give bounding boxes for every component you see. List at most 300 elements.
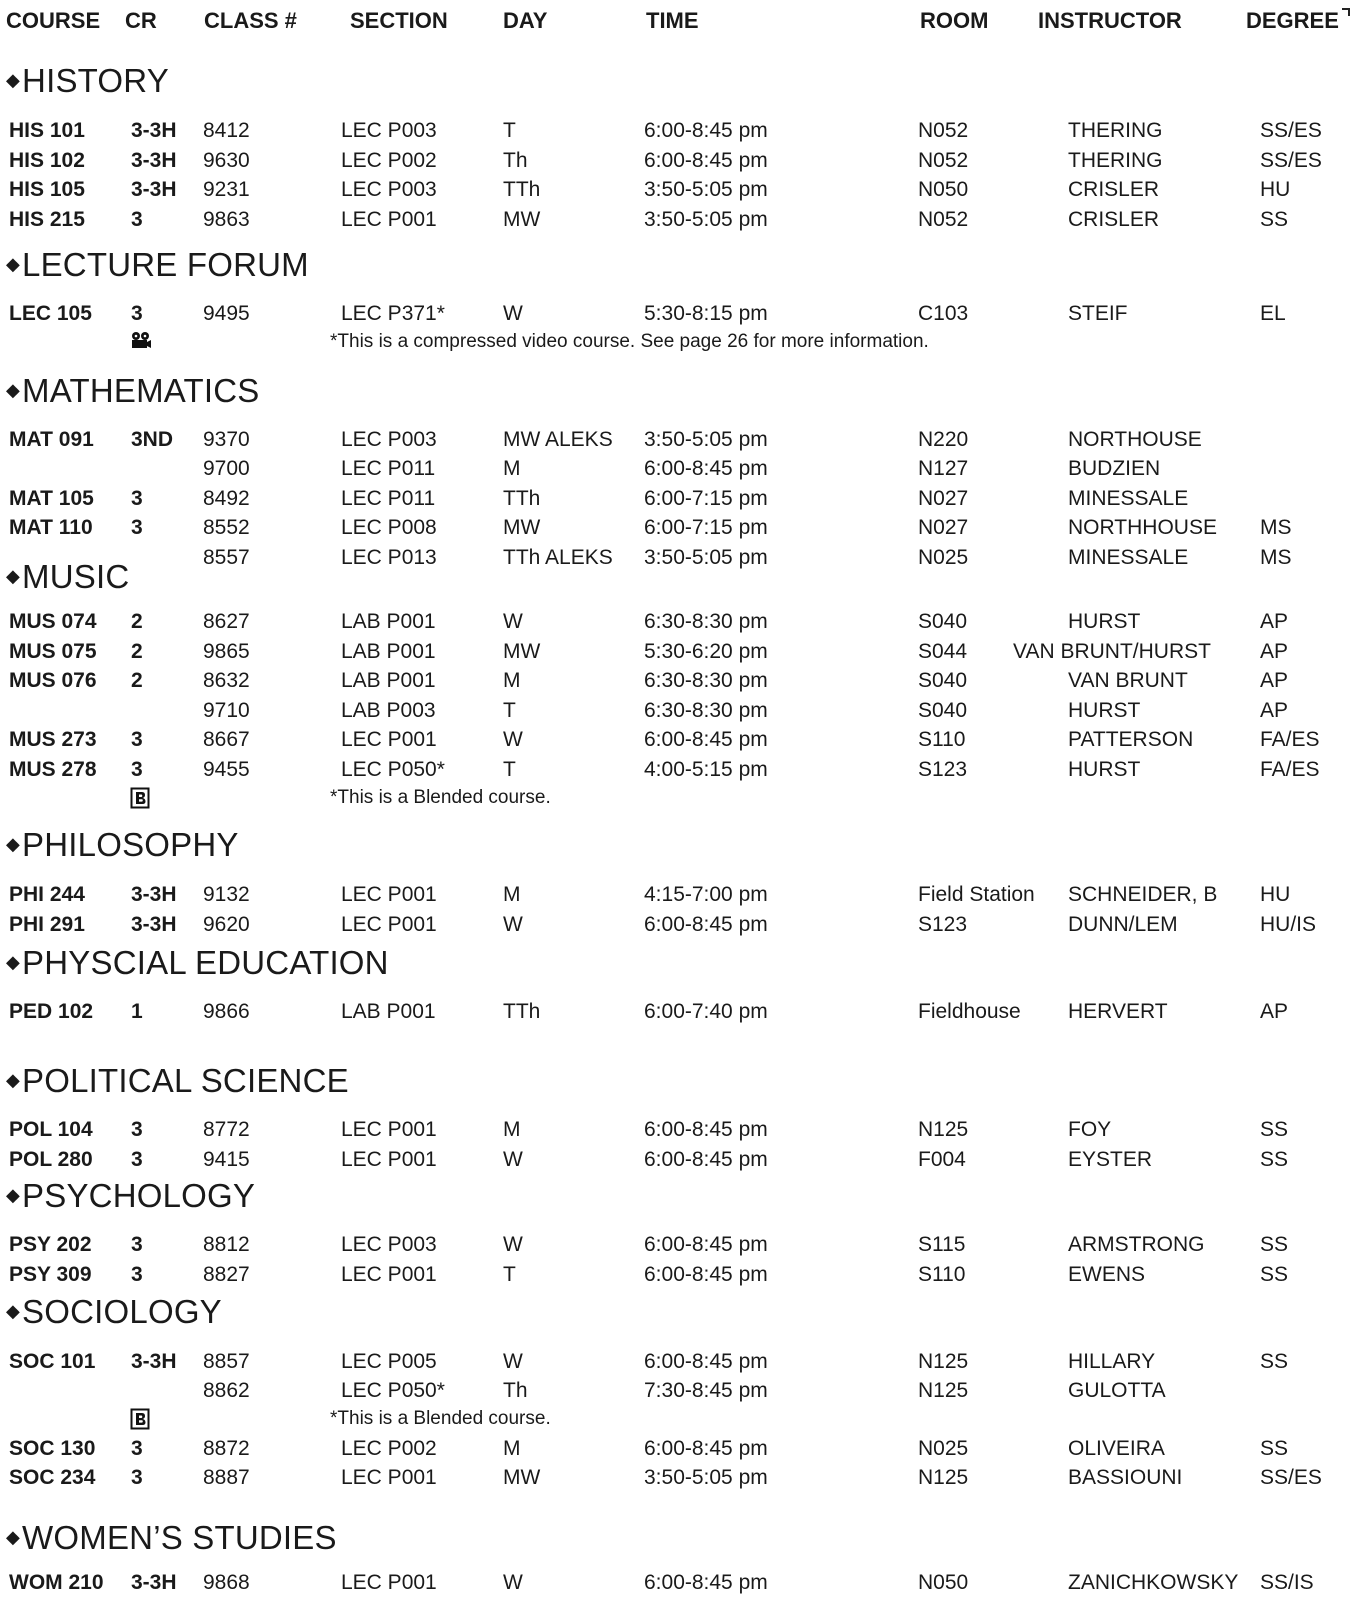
cell-course: PHI 244 — [9, 883, 85, 906]
cell-course: LEC 105 — [9, 302, 92, 325]
cell-section: LAB P001 — [341, 669, 436, 692]
course-note: *This is a Blended course. — [330, 787, 551, 808]
cell-time: 5:30-6:20 pm — [644, 640, 768, 663]
cell-section: LEC P013 — [341, 546, 437, 569]
cell-class: 8557 — [203, 546, 250, 569]
column-header-row — [0, 8, 1350, 40]
course-row — [0, 637, 1350, 667]
section-title: WOMEN’S STUDIES — [22, 1519, 337, 1556]
bullet-diamond-icon: ◆ — [6, 70, 21, 90]
cell-section: LEC P003 — [341, 178, 437, 201]
bullet-diamond-icon: ◆ — [6, 952, 21, 972]
cell-course: HIS 105 — [9, 178, 85, 201]
course-row — [0, 997, 1350, 1027]
section-heading — [6, 558, 129, 595]
cell-class: 9863 — [203, 208, 250, 231]
cell-degree: SS/ES — [1260, 119, 1322, 142]
header-class: CLASS # — [204, 8, 297, 33]
cell-instructor: DUNN/LEM — [1068, 913, 1178, 936]
cell-time: 6:00-8:45 pm — [644, 913, 768, 936]
cell-room: N027 — [918, 487, 969, 510]
cell-room: S115 — [918, 1233, 966, 1256]
course-row — [0, 299, 1350, 329]
cell-day: W — [503, 913, 523, 936]
course-note: *This is a Blended course. — [330, 1408, 551, 1429]
cell-section: LEC P001 — [341, 1118, 437, 1141]
cell-cr: 3 — [131, 1437, 143, 1460]
cell-degree: SS — [1260, 208, 1289, 231]
section-title: PHILOSOPHY — [22, 826, 239, 863]
cell-instructor: BUDZIEN — [1068, 457, 1161, 480]
cell-class: 8862 — [203, 1379, 250, 1402]
cell-course: WOM 210 — [9, 1571, 104, 1594]
bullet-diamond-icon: ◆ — [6, 380, 21, 400]
cell-instructor: MINESSALE — [1068, 546, 1189, 569]
cell-room: N125 — [918, 1466, 969, 1489]
cell-class: 9132 — [203, 883, 250, 906]
cell-room: S040 — [918, 669, 968, 692]
cell-room: N050 — [918, 1571, 969, 1594]
course-row — [0, 725, 1350, 755]
section-heading — [6, 246, 309, 283]
cell-section: LEC P001 — [341, 1263, 437, 1286]
cell-class: 8812 — [203, 1233, 250, 1256]
cell-room: C103 — [918, 302, 969, 325]
cell-instructor: MINESSALE — [1068, 487, 1189, 510]
cell-cr: 3 — [131, 1233, 143, 1256]
cell-degree: SS — [1260, 1350, 1289, 1373]
cell-room: S040 — [918, 610, 968, 633]
cell-class: 9231 — [203, 178, 250, 201]
cell-time: 6:00-8:45 pm — [644, 1437, 768, 1460]
course-row — [0, 205, 1350, 235]
cell-time: 6:00-8:45 pm — [644, 1263, 768, 1286]
cell-course: SOC 130 — [9, 1437, 96, 1460]
cell-class: 9630 — [203, 149, 250, 172]
course-row — [0, 175, 1350, 205]
cell-day: M — [503, 457, 521, 480]
cell-instructor: SCHNEIDER, B — [1068, 883, 1218, 906]
cell-instructor: HURST — [1068, 699, 1141, 722]
cell-degree: SS — [1260, 1233, 1289, 1256]
cell-instructor: HILLARY — [1068, 1350, 1156, 1373]
cell-time: 6:00-8:45 pm — [644, 1571, 768, 1594]
bullet-diamond-icon: ◆ — [6, 1301, 21, 1321]
cell-time: 6:00-7:40 pm — [644, 1000, 768, 1023]
cell-instructor: HURST — [1068, 610, 1141, 633]
cell-instructor: EWENS — [1068, 1263, 1146, 1286]
header-course: COURSE — [6, 8, 101, 33]
cell-day: TTh ALEKS — [503, 546, 613, 569]
bullet-diamond-icon: ◆ — [6, 1070, 21, 1090]
course-row — [0, 116, 1350, 146]
cell-time: 6:00-8:45 pm — [644, 1118, 768, 1141]
bullet-diamond-icon: ◆ — [6, 254, 21, 274]
cell-instructor: EYSTER — [1068, 1148, 1153, 1171]
cell-course: MUS 075 — [9, 640, 97, 663]
cell-course: MAT 091 — [9, 428, 94, 451]
cell-degree: AP — [1260, 640, 1289, 663]
cell-time: 6:00-8:45 pm — [644, 728, 768, 751]
cell-class: 8872 — [203, 1437, 250, 1460]
section-title: SOCIOLOGY — [22, 1293, 222, 1330]
cell-class: 8492 — [203, 487, 250, 510]
section-title: LECTURE FORUM — [22, 246, 309, 283]
cell-cr: 3 — [131, 1466, 143, 1489]
cell-section: LEC P001 — [341, 1571, 437, 1594]
bullet-diamond-icon: ◆ — [6, 1185, 21, 1205]
cell-room: N125 — [918, 1118, 969, 1141]
cell-room: S123 — [918, 913, 968, 936]
section-title: PSYCHOLOGY — [22, 1177, 256, 1214]
course-row — [0, 484, 1350, 514]
cell-section: LEC P002 — [341, 1437, 437, 1460]
cell-time: 5:30-8:15 pm — [644, 302, 768, 325]
cell-cr: 3-3H — [131, 913, 177, 936]
cell-instructor: VAN BRUNT — [1068, 669, 1188, 692]
cell-cr: 1 — [131, 1000, 143, 1023]
cell-room: Fieldhouse — [918, 1000, 1021, 1023]
course-row — [0, 454, 1350, 484]
cell-day: MW — [503, 208, 541, 231]
cell-instructor: NORTHHOUSE — [1068, 516, 1217, 539]
course-row — [0, 1145, 1350, 1175]
cell-section: LEC P001 — [341, 1148, 437, 1171]
cell-section: LEC P001 — [341, 208, 437, 231]
blended-b-icon — [130, 787, 152, 809]
cell-room: N127 — [918, 457, 969, 480]
cell-section: LEC P001 — [341, 883, 437, 906]
cell-time: 3:50-5:05 pm — [644, 546, 768, 569]
cell-class: 9866 — [203, 1000, 250, 1023]
cell-class: 9495 — [203, 302, 250, 325]
cell-room: S110 — [918, 1263, 966, 1286]
cell-time: 6:00-8:45 pm — [644, 457, 768, 480]
cell-section: LAB P003 — [341, 699, 436, 722]
cell-instructor: VAN BRUNT/HURST — [1013, 640, 1211, 663]
header-time: TIME — [646, 8, 699, 33]
cell-cr: 3-3H — [131, 149, 177, 172]
cell-room: F004 — [918, 1148, 966, 1171]
cell-class: 8772 — [203, 1118, 250, 1141]
cell-course: MUS 074 — [9, 610, 97, 633]
cell-instructor: FOY — [1068, 1118, 1112, 1141]
cell-instructor: CRISLER — [1068, 208, 1160, 231]
cell-day: W — [503, 302, 523, 325]
cell-degree: SS — [1260, 1148, 1289, 1171]
cell-course: PSY 309 — [9, 1263, 92, 1286]
cell-course: MUS 076 — [9, 669, 97, 692]
header-section: SECTION — [350, 8, 448, 33]
cell-time: 3:50-5:05 pm — [644, 178, 768, 201]
cell-day: MW — [503, 516, 541, 539]
cell-class: 9455 — [203, 758, 250, 781]
course-row — [0, 607, 1350, 637]
cell-time: 6:00-8:45 pm — [644, 119, 768, 142]
cell-room: S044 — [918, 640, 968, 663]
cell-day: TTh — [503, 1000, 541, 1023]
cell-room: N052 — [918, 119, 969, 142]
cell-degree: SS/IS — [1260, 1571, 1314, 1594]
cell-cr: 3-3H — [131, 883, 177, 906]
cell-class: 8627 — [203, 610, 250, 633]
cell-section: LEC P011 — [341, 487, 436, 510]
cell-course: PED 102 — [9, 1000, 94, 1023]
cell-class: 8552 — [203, 516, 250, 539]
cell-course: HIS 102 — [9, 149, 85, 172]
cell-time: 6:00-8:45 pm — [644, 149, 768, 172]
cell-instructor: GULOTTA — [1068, 1379, 1166, 1402]
cell-degree: AP — [1260, 699, 1289, 722]
course-row — [0, 1568, 1350, 1598]
cell-course: POL 104 — [9, 1118, 93, 1141]
cell-course: MAT 110 — [9, 516, 93, 539]
course-row — [0, 1230, 1350, 1260]
cell-time: 6:00-8:45 pm — [644, 1350, 768, 1373]
cell-section: LEC P001 — [341, 1466, 437, 1489]
cell-day: MW — [503, 640, 541, 663]
section-heading — [6, 62, 169, 99]
section-title: POLITICAL SCIENCE — [22, 1062, 349, 1099]
course-row — [0, 1434, 1350, 1464]
course-row — [0, 666, 1350, 696]
section-title: HISTORY — [22, 62, 169, 99]
cell-day: MW — [503, 1466, 541, 1489]
cell-room: N027 — [918, 516, 969, 539]
cell-day: T — [503, 699, 516, 722]
cell-room: S110 — [918, 728, 966, 751]
cell-room: N050 — [918, 178, 969, 201]
cell-section: LAB P001 — [341, 1000, 436, 1023]
cell-section: LEC P001 — [341, 913, 437, 936]
cell-time: 6:00-8:45 pm — [644, 1148, 768, 1171]
cell-time: 3:50-5:05 pm — [644, 1466, 768, 1489]
cell-class: 9415 — [203, 1148, 250, 1171]
cell-course: MAT 105 — [9, 487, 94, 510]
cell-time: 6:00-7:15 pm — [644, 487, 768, 510]
cell-day: M — [503, 1437, 521, 1460]
course-row — [0, 146, 1350, 176]
course-row — [0, 696, 1350, 726]
cell-day: M — [503, 1118, 521, 1141]
cell-cr: 2 — [131, 669, 143, 692]
header-instructor: INSTRUCTOR — [1038, 8, 1182, 33]
cell-course: HIS 101 — [9, 119, 85, 142]
cell-degree: SS/ES — [1260, 149, 1322, 172]
cell-class: 8412 — [203, 119, 250, 142]
cell-cr: 2 — [131, 610, 143, 633]
cell-degree: HU — [1260, 883, 1291, 906]
cell-time: 3:50-5:05 pm — [644, 208, 768, 231]
cell-degree: FA/ES — [1260, 728, 1320, 751]
cell-room: N025 — [918, 546, 969, 569]
cell-instructor: ZANICHKOWSKY — [1068, 1571, 1239, 1594]
header-cr: CR — [125, 8, 157, 33]
section-heading — [6, 1293, 222, 1330]
corner-mark — [1342, 8, 1350, 16]
cell-class: 9865 — [203, 640, 250, 663]
cell-section: LAB P001 — [341, 640, 436, 663]
cell-cr: 3-3H — [131, 178, 177, 201]
cell-degree: SS — [1260, 1118, 1289, 1141]
cell-class: 9370 — [203, 428, 250, 451]
cell-cr: 3 — [131, 758, 143, 781]
cell-class: 8632 — [203, 669, 250, 692]
cell-instructor: THERING — [1068, 149, 1163, 172]
cell-degree: SS/ES — [1260, 1466, 1322, 1489]
cell-time: 6:30-8:30 pm — [644, 610, 768, 633]
cell-room: N125 — [918, 1379, 969, 1402]
cell-cr: 3 — [131, 1263, 143, 1286]
cell-degree: HU — [1260, 178, 1291, 201]
cell-cr: 3 — [131, 1148, 143, 1171]
cell-degree: AP — [1260, 669, 1289, 692]
cell-class: 9868 — [203, 1571, 250, 1594]
cell-class: 9620 — [203, 913, 250, 936]
cell-cr: 3 — [131, 208, 143, 231]
cell-day: Th — [503, 1379, 528, 1402]
course-row — [0, 1463, 1350, 1493]
cell-room: N220 — [918, 428, 969, 451]
course-row — [0, 1260, 1350, 1290]
cell-time: 6:30-8:30 pm — [644, 699, 768, 722]
cell-degree: MS — [1260, 546, 1292, 569]
blended-b-icon — [130, 1408, 152, 1430]
cell-section: LEC P003 — [341, 1233, 437, 1256]
cell-day: W — [503, 1233, 523, 1256]
cell-instructor: THERING — [1068, 119, 1163, 142]
cell-course: MUS 278 — [9, 758, 97, 781]
cell-degree: SS — [1260, 1263, 1289, 1286]
section-heading — [6, 944, 389, 981]
header-room: ROOM — [920, 8, 989, 33]
cell-cr: 3-3H — [131, 119, 177, 142]
bullet-diamond-icon: ◆ — [6, 834, 21, 854]
cell-day: T — [503, 1263, 516, 1286]
cell-section: LAB P001 — [341, 610, 436, 633]
cell-cr: 3-3H — [131, 1571, 177, 1594]
cell-day: M — [503, 883, 521, 906]
cell-cr: 2 — [131, 640, 143, 663]
cell-cr: 3 — [131, 516, 143, 539]
course-row — [0, 543, 1350, 573]
cell-degree: AP — [1260, 610, 1289, 633]
cell-class: 8827 — [203, 1263, 250, 1286]
course-row — [0, 1115, 1350, 1145]
course-row — [0, 1347, 1350, 1377]
cell-instructor: CRISLER — [1068, 178, 1160, 201]
cell-room: N052 — [918, 208, 969, 231]
section-heading — [6, 826, 239, 863]
cell-day: W — [503, 1148, 523, 1171]
cell-day: T — [503, 758, 516, 781]
cell-time: 3:50-5:05 pm — [644, 428, 768, 451]
cell-instructor: HERVERT — [1068, 1000, 1168, 1023]
cell-section: LEC P003 — [341, 428, 437, 451]
section-heading — [6, 1062, 349, 1099]
cell-day: TTh — [503, 178, 541, 201]
cell-day: W — [503, 1571, 523, 1594]
course-note: *This is a compressed video course. See page 26 for more information. — [330, 331, 929, 352]
header-day: DAY — [503, 8, 548, 33]
cell-degree: MS — [1260, 516, 1292, 539]
section-heading — [6, 1177, 255, 1214]
course-row — [0, 880, 1350, 910]
cell-class: 9700 — [203, 457, 250, 480]
section-heading — [6, 1519, 337, 1556]
cell-section: LEC P002 — [341, 149, 437, 172]
cell-cr: 3 — [131, 728, 143, 751]
cell-cr: 3-3H — [131, 1350, 177, 1373]
cell-day: MW ALEKS — [503, 428, 613, 451]
cell-section: LEC P371* — [341, 302, 445, 325]
cell-section: LEC P050* — [341, 758, 445, 781]
cell-instructor: OLIVEIRA — [1068, 1437, 1165, 1460]
cell-instructor: BASSIOUNI — [1068, 1466, 1183, 1489]
cell-cr: 3 — [131, 487, 143, 510]
cell-course: SOC 101 — [9, 1350, 96, 1373]
cell-day: W — [503, 728, 523, 751]
cell-instructor: ARMSTRONG — [1068, 1233, 1205, 1256]
cell-section: LEC P011 — [341, 457, 436, 480]
cell-day: W — [503, 1350, 523, 1373]
cell-time: 4:00-5:15 pm — [644, 758, 768, 781]
cell-cr: 3 — [131, 302, 143, 325]
cell-section: LEC P050* — [341, 1379, 445, 1402]
cell-section: LEC P001 — [341, 728, 437, 751]
cell-room: N052 — [918, 149, 969, 172]
cell-section: LEC P008 — [341, 516, 437, 539]
cell-course: PHI 291 — [9, 913, 85, 936]
cell-day: M — [503, 669, 521, 692]
cell-time: 7:30-8:45 pm — [644, 1379, 768, 1402]
bullet-diamond-icon: ◆ — [6, 566, 21, 586]
section-title: MATHEMATICS — [22, 372, 260, 409]
section-title: MUSIC — [22, 558, 130, 595]
cell-time: 6:00-7:15 pm — [644, 516, 768, 539]
cell-room: S123 — [918, 758, 968, 781]
cell-instructor: PATTERSON — [1068, 728, 1194, 751]
cell-course: SOC 234 — [9, 1466, 96, 1489]
cell-course: HIS 215 — [9, 208, 85, 231]
cell-section: LEC P005 — [341, 1350, 437, 1373]
cell-class: 8857 — [203, 1350, 250, 1373]
cell-instructor: STEIF — [1068, 302, 1128, 325]
cell-class: 8887 — [203, 1466, 250, 1489]
cell-day: Th — [503, 149, 528, 172]
section-heading — [6, 372, 260, 409]
cell-room: Field Station — [918, 883, 1035, 906]
cell-day: W — [503, 610, 523, 633]
cell-instructor: HURST — [1068, 758, 1141, 781]
cell-class: 9710 — [203, 699, 250, 722]
course-row — [0, 1376, 1350, 1406]
cell-degree: HU/IS — [1260, 913, 1317, 936]
cell-degree: FA/ES — [1260, 758, 1320, 781]
cell-degree: SS — [1260, 1437, 1289, 1460]
cell-room: S040 — [918, 699, 968, 722]
cell-time: 4:15-7:00 pm — [644, 883, 768, 906]
bullet-diamond-icon: ◆ — [6, 1527, 21, 1547]
cell-cr: 3 — [131, 1118, 143, 1141]
cell-day: T — [503, 119, 516, 142]
cell-course: PSY 202 — [9, 1233, 92, 1256]
cell-degree: EL — [1260, 302, 1286, 325]
course-row — [0, 513, 1350, 543]
cell-room: N025 — [918, 1437, 969, 1460]
cell-room: N125 — [918, 1350, 969, 1373]
cell-course: POL 280 — [9, 1148, 93, 1171]
